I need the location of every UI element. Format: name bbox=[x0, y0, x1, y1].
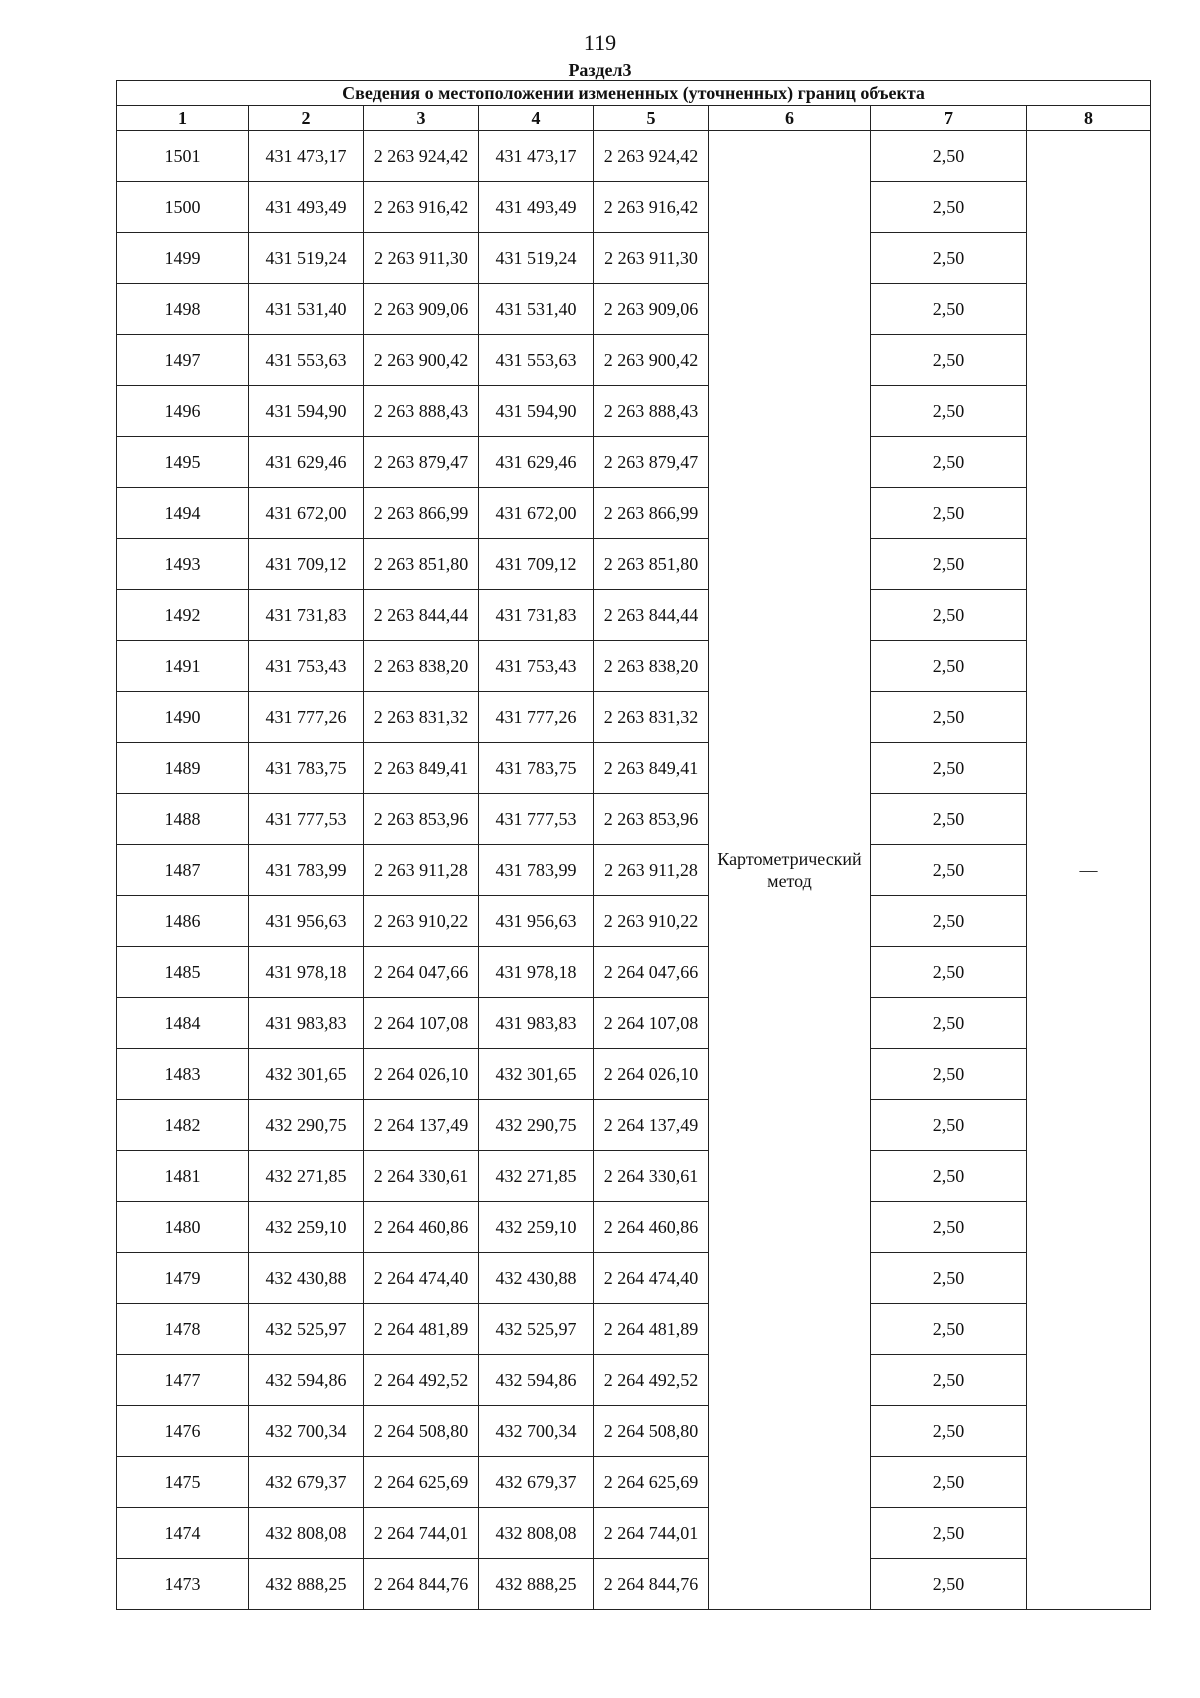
x-coordinate-cell: 431 956,63 bbox=[249, 896, 364, 947]
accuracy-cell: 2,50 bbox=[871, 1304, 1027, 1355]
accuracy-cell: 2,50 bbox=[871, 1406, 1027, 1457]
table-header-row bbox=[117, 106, 1151, 131]
y-coordinate-new-cell: 2 263 879,47 bbox=[594, 437, 709, 488]
y-coordinate-new-cell: 2 264 481,89 bbox=[594, 1304, 709, 1355]
table-row bbox=[117, 1559, 1151, 1610]
x-coordinate-new-cell: 431 473,17 bbox=[479, 131, 594, 182]
table-row bbox=[117, 386, 1151, 437]
y-coordinate-new-cell: 2 263 900,42 bbox=[594, 335, 709, 386]
x-coordinate-new-cell: 432 271,85 bbox=[479, 1151, 594, 1202]
x-coordinate-cell: 431 731,83 bbox=[249, 590, 364, 641]
x-coordinate-cell: 431 519,24 bbox=[249, 233, 364, 284]
y-coordinate-new-cell: 2 264 460,86 bbox=[594, 1202, 709, 1253]
y-coordinate-cell: 2 263 879,47 bbox=[364, 437, 479, 488]
table-row bbox=[117, 1508, 1151, 1559]
y-coordinate-cell: 2 263 849,41 bbox=[364, 743, 479, 794]
y-coordinate-new-cell: 2 263 831,32 bbox=[594, 692, 709, 743]
y-coordinate-cell: 2 263 909,06 bbox=[364, 284, 479, 335]
table-row bbox=[117, 335, 1151, 386]
x-coordinate-new-cell: 431 493,49 bbox=[479, 182, 594, 233]
point-number-cell: 1496 bbox=[117, 386, 249, 437]
y-coordinate-cell: 2 264 744,01 bbox=[364, 1508, 479, 1559]
point-number-cell: 1490 bbox=[117, 692, 249, 743]
x-coordinate-new-cell: 431 731,83 bbox=[479, 590, 594, 641]
table-row bbox=[117, 1151, 1151, 1202]
y-coordinate-new-cell: 2 264 047,66 bbox=[594, 947, 709, 998]
table-title-row bbox=[117, 81, 1151, 106]
x-coordinate-new-cell: 431 978,18 bbox=[479, 947, 594, 998]
table-row bbox=[117, 1457, 1151, 1508]
accuracy-cell: 2,50 bbox=[871, 284, 1027, 335]
accuracy-cell: 2,50 bbox=[871, 1253, 1027, 1304]
table-row bbox=[117, 1100, 1151, 1151]
column-header-3: 3 bbox=[364, 106, 479, 131]
accuracy-cell: 2,50 bbox=[871, 488, 1027, 539]
y-coordinate-new-cell: 2 263 838,20 bbox=[594, 641, 709, 692]
section-label: Раздел3 bbox=[568, 60, 632, 80]
y-coordinate-new-cell: 2 264 107,08 bbox=[594, 998, 709, 1049]
accuracy-cell: 2,50 bbox=[871, 794, 1027, 845]
y-coordinate-cell: 2 263 888,43 bbox=[364, 386, 479, 437]
page-number: 119 bbox=[583, 30, 617, 55]
y-coordinate-cell: 2 263 844,44 bbox=[364, 590, 479, 641]
x-coordinate-new-cell: 432 430,88 bbox=[479, 1253, 594, 1304]
x-coordinate-cell: 431 709,12 bbox=[249, 539, 364, 590]
point-number-cell: 1477 bbox=[117, 1355, 249, 1406]
x-coordinate-cell: 431 672,00 bbox=[249, 488, 364, 539]
x-coordinate-cell: 432 594,86 bbox=[249, 1355, 364, 1406]
table-row bbox=[117, 539, 1151, 590]
table-row bbox=[117, 845, 1151, 896]
table-row bbox=[117, 590, 1151, 641]
table-row bbox=[117, 1406, 1151, 1457]
table-row bbox=[117, 488, 1151, 539]
y-coordinate-new-cell: 2 264 330,61 bbox=[594, 1151, 709, 1202]
y-coordinate-cell: 2 264 047,66 bbox=[364, 947, 479, 998]
accuracy-cell: 2,50 bbox=[871, 947, 1027, 998]
y-coordinate-new-cell: 2 263 844,44 bbox=[594, 590, 709, 641]
point-number-cell: 1474 bbox=[117, 1508, 249, 1559]
table-row bbox=[117, 131, 1151, 182]
x-coordinate-cell: 431 493,49 bbox=[249, 182, 364, 233]
y-coordinate-new-cell: 2 263 911,30 bbox=[594, 233, 709, 284]
point-number-cell: 1479 bbox=[117, 1253, 249, 1304]
x-coordinate-cell: 431 553,63 bbox=[249, 335, 364, 386]
x-coordinate-new-cell: 431 783,75 bbox=[479, 743, 594, 794]
y-coordinate-new-cell: 2 263 911,28 bbox=[594, 845, 709, 896]
y-coordinate-new-cell: 2 263 866,99 bbox=[594, 488, 709, 539]
point-number-cell: 1498 bbox=[117, 284, 249, 335]
table-row bbox=[117, 947, 1151, 998]
accuracy-cell: 2,50 bbox=[871, 335, 1027, 386]
point-number-cell: 1478 bbox=[117, 1304, 249, 1355]
table-row bbox=[117, 794, 1151, 845]
accuracy-cell: 2,50 bbox=[871, 1151, 1027, 1202]
table-row bbox=[117, 641, 1151, 692]
table-row bbox=[117, 284, 1151, 335]
x-coordinate-cell: 431 753,43 bbox=[249, 641, 364, 692]
x-coordinate-new-cell: 431 553,63 bbox=[479, 335, 594, 386]
x-coordinate-new-cell: 431 709,12 bbox=[479, 539, 594, 590]
x-coordinate-cell: 431 629,46 bbox=[249, 437, 364, 488]
y-coordinate-new-cell: 2 263 849,41 bbox=[594, 743, 709, 794]
point-number-cell: 1489 bbox=[117, 743, 249, 794]
point-number-cell: 1481 bbox=[117, 1151, 249, 1202]
notes-cell: — bbox=[1027, 131, 1151, 1610]
accuracy-cell: 2,50 bbox=[871, 386, 1027, 437]
table-row bbox=[117, 182, 1151, 233]
x-coordinate-cell: 432 679,37 bbox=[249, 1457, 364, 1508]
x-coordinate-cell: 431 777,26 bbox=[249, 692, 364, 743]
method-cell: Картометрический метод bbox=[709, 131, 871, 1610]
y-coordinate-cell: 2 264 137,49 bbox=[364, 1100, 479, 1151]
point-number-cell: 1484 bbox=[117, 998, 249, 1049]
column-header-7: 7 bbox=[871, 106, 1027, 131]
y-coordinate-cell: 2 263 900,42 bbox=[364, 335, 479, 386]
x-coordinate-new-cell: 431 594,90 bbox=[479, 386, 594, 437]
accuracy-cell: 2,50 bbox=[871, 1508, 1027, 1559]
y-coordinate-cell: 2 263 853,96 bbox=[364, 794, 479, 845]
accuracy-cell: 2,50 bbox=[871, 1100, 1027, 1151]
column-header-8: 8 bbox=[1027, 106, 1151, 131]
x-coordinate-cell: 432 290,75 bbox=[249, 1100, 364, 1151]
accuracy-cell: 2,50 bbox=[871, 1559, 1027, 1610]
point-number-cell: 1495 bbox=[117, 437, 249, 488]
y-coordinate-cell: 2 264 474,40 bbox=[364, 1253, 479, 1304]
y-coordinate-cell: 2 264 330,61 bbox=[364, 1151, 479, 1202]
accuracy-cell: 2,50 bbox=[871, 131, 1027, 182]
y-coordinate-new-cell: 2 264 508,80 bbox=[594, 1406, 709, 1457]
x-coordinate-cell: 431 978,18 bbox=[249, 947, 364, 998]
y-coordinate-new-cell: 2 263 851,80 bbox=[594, 539, 709, 590]
point-number-cell: 1487 bbox=[117, 845, 249, 896]
x-coordinate-cell: 432 301,65 bbox=[249, 1049, 364, 1100]
x-coordinate-new-cell: 431 519,24 bbox=[479, 233, 594, 284]
x-coordinate-new-cell: 432 700,34 bbox=[479, 1406, 594, 1457]
point-number-cell: 1491 bbox=[117, 641, 249, 692]
point-number-cell: 1492 bbox=[117, 590, 249, 641]
x-coordinate-cell: 431 594,90 bbox=[249, 386, 364, 437]
y-coordinate-new-cell: 2 263 916,42 bbox=[594, 182, 709, 233]
x-coordinate-cell: 431 473,17 bbox=[249, 131, 364, 182]
point-number-cell: 1480 bbox=[117, 1202, 249, 1253]
y-coordinate-cell: 2 263 831,32 bbox=[364, 692, 479, 743]
point-number-cell: 1494 bbox=[117, 488, 249, 539]
x-coordinate-new-cell: 431 672,00 bbox=[479, 488, 594, 539]
coordinates-table bbox=[116, 80, 1151, 1610]
x-coordinate-cell: 432 271,85 bbox=[249, 1151, 364, 1202]
accuracy-cell: 2,50 bbox=[871, 845, 1027, 896]
x-coordinate-cell: 432 888,25 bbox=[249, 1559, 364, 1610]
y-coordinate-new-cell: 2 264 625,69 bbox=[594, 1457, 709, 1508]
y-coordinate-cell: 2 263 851,80 bbox=[364, 539, 479, 590]
column-header-5: 5 bbox=[594, 106, 709, 131]
accuracy-cell: 2,50 bbox=[871, 590, 1027, 641]
point-number-cell: 1473 bbox=[117, 1559, 249, 1610]
x-coordinate-new-cell: 432 290,75 bbox=[479, 1100, 594, 1151]
x-coordinate-new-cell: 432 888,25 bbox=[479, 1559, 594, 1610]
y-coordinate-cell: 2 263 838,20 bbox=[364, 641, 479, 692]
x-coordinate-new-cell: 431 983,83 bbox=[479, 998, 594, 1049]
accuracy-cell: 2,50 bbox=[871, 1202, 1027, 1253]
x-coordinate-new-cell: 431 531,40 bbox=[479, 284, 594, 335]
column-header-1: 1 bbox=[117, 106, 249, 131]
table-row bbox=[117, 1304, 1151, 1355]
point-number-cell: 1499 bbox=[117, 233, 249, 284]
accuracy-cell: 2,50 bbox=[871, 641, 1027, 692]
y-coordinate-cell: 2 263 916,42 bbox=[364, 182, 479, 233]
column-header-6: 6 bbox=[709, 106, 871, 131]
point-number-cell: 1476 bbox=[117, 1406, 249, 1457]
table-row bbox=[117, 1355, 1151, 1406]
x-coordinate-cell: 431 783,99 bbox=[249, 845, 364, 896]
accuracy-cell: 2,50 bbox=[871, 692, 1027, 743]
table-title: Сведения о местоположении измененных (уточненных) границ объекта bbox=[117, 81, 1151, 106]
y-coordinate-cell: 2 264 460,86 bbox=[364, 1202, 479, 1253]
x-coordinate-new-cell: 432 525,97 bbox=[479, 1304, 594, 1355]
y-coordinate-new-cell: 2 263 909,06 bbox=[594, 284, 709, 335]
y-coordinate-new-cell: 2 263 910,22 bbox=[594, 896, 709, 947]
x-coordinate-new-cell: 432 301,65 bbox=[479, 1049, 594, 1100]
x-coordinate-cell: 431 783,75 bbox=[249, 743, 364, 794]
x-coordinate-new-cell: 432 679,37 bbox=[479, 1457, 594, 1508]
y-coordinate-new-cell: 2 264 026,10 bbox=[594, 1049, 709, 1100]
table-row bbox=[117, 437, 1151, 488]
point-number-cell: 1483 bbox=[117, 1049, 249, 1100]
y-coordinate-cell: 2 264 481,89 bbox=[364, 1304, 479, 1355]
column-header-4: 4 bbox=[479, 106, 594, 131]
x-coordinate-cell: 431 983,83 bbox=[249, 998, 364, 1049]
y-coordinate-new-cell: 2 263 888,43 bbox=[594, 386, 709, 437]
y-coordinate-new-cell: 2 264 137,49 bbox=[594, 1100, 709, 1151]
y-coordinate-cell: 2 263 924,42 bbox=[364, 131, 479, 182]
accuracy-cell: 2,50 bbox=[871, 1355, 1027, 1406]
y-coordinate-cell: 2 264 508,80 bbox=[364, 1406, 479, 1457]
y-coordinate-cell: 2 264 492,52 bbox=[364, 1355, 479, 1406]
x-coordinate-cell: 432 700,34 bbox=[249, 1406, 364, 1457]
table-row bbox=[117, 998, 1151, 1049]
y-coordinate-cell: 2 264 107,08 bbox=[364, 998, 479, 1049]
y-coordinate-new-cell: 2 264 844,76 bbox=[594, 1559, 709, 1610]
point-number-cell: 1485 bbox=[117, 947, 249, 998]
x-coordinate-new-cell: 431 753,43 bbox=[479, 641, 594, 692]
x-coordinate-cell: 431 531,40 bbox=[249, 284, 364, 335]
y-coordinate-cell: 2 263 910,22 bbox=[364, 896, 479, 947]
table-row bbox=[117, 896, 1151, 947]
point-number-cell: 1488 bbox=[117, 794, 249, 845]
accuracy-cell: 2,50 bbox=[871, 539, 1027, 590]
x-coordinate-new-cell: 432 259,10 bbox=[479, 1202, 594, 1253]
x-coordinate-cell: 432 808,08 bbox=[249, 1508, 364, 1559]
point-number-cell: 1475 bbox=[117, 1457, 249, 1508]
table-body bbox=[117, 131, 1151, 1610]
table-row bbox=[117, 692, 1151, 743]
x-coordinate-new-cell: 432 808,08 bbox=[479, 1508, 594, 1559]
x-coordinate-cell: 432 525,97 bbox=[249, 1304, 364, 1355]
y-coordinate-new-cell: 2 264 492,52 bbox=[594, 1355, 709, 1406]
x-coordinate-new-cell: 432 594,86 bbox=[479, 1355, 594, 1406]
table-row bbox=[117, 233, 1151, 284]
point-number-cell: 1482 bbox=[117, 1100, 249, 1151]
table-row bbox=[117, 743, 1151, 794]
y-coordinate-cell: 2 264 625,69 bbox=[364, 1457, 479, 1508]
y-coordinate-new-cell: 2 264 744,01 bbox=[594, 1508, 709, 1559]
x-coordinate-cell: 431 777,53 bbox=[249, 794, 364, 845]
accuracy-cell: 2,50 bbox=[871, 1457, 1027, 1508]
y-coordinate-cell: 2 264 844,76 bbox=[364, 1559, 479, 1610]
x-coordinate-new-cell: 431 956,63 bbox=[479, 896, 594, 947]
accuracy-cell: 2,50 bbox=[871, 896, 1027, 947]
y-coordinate-new-cell: 2 264 474,40 bbox=[594, 1253, 709, 1304]
table-row bbox=[117, 1202, 1151, 1253]
x-coordinate-cell: 432 259,10 bbox=[249, 1202, 364, 1253]
point-number-cell: 1501 bbox=[117, 131, 249, 182]
y-coordinate-cell: 2 263 866,99 bbox=[364, 488, 479, 539]
y-coordinate-cell: 2 264 026,10 bbox=[364, 1049, 479, 1100]
column-header-2: 2 bbox=[249, 106, 364, 131]
accuracy-cell: 2,50 bbox=[871, 437, 1027, 488]
table-row bbox=[117, 1253, 1151, 1304]
table-row bbox=[117, 1049, 1151, 1100]
accuracy-cell: 2,50 bbox=[871, 1049, 1027, 1100]
y-coordinate-cell: 2 263 911,28 bbox=[364, 845, 479, 896]
x-coordinate-new-cell: 431 783,99 bbox=[479, 845, 594, 896]
point-number-cell: 1497 bbox=[117, 335, 249, 386]
x-coordinate-cell: 432 430,88 bbox=[249, 1253, 364, 1304]
point-number-cell: 1486 bbox=[117, 896, 249, 947]
y-coordinate-cell: 2 263 911,30 bbox=[364, 233, 479, 284]
accuracy-cell: 2,50 bbox=[871, 182, 1027, 233]
accuracy-cell: 2,50 bbox=[871, 998, 1027, 1049]
accuracy-cell: 2,50 bbox=[871, 233, 1027, 284]
x-coordinate-new-cell: 431 629,46 bbox=[479, 437, 594, 488]
x-coordinate-new-cell: 431 777,26 bbox=[479, 692, 594, 743]
y-coordinate-new-cell: 2 263 853,96 bbox=[594, 794, 709, 845]
point-number-cell: 1500 bbox=[117, 182, 249, 233]
y-coordinate-new-cell: 2 263 924,42 bbox=[594, 131, 709, 182]
accuracy-cell: 2,50 bbox=[871, 743, 1027, 794]
x-coordinate-new-cell: 431 777,53 bbox=[479, 794, 594, 845]
point-number-cell: 1493 bbox=[117, 539, 249, 590]
